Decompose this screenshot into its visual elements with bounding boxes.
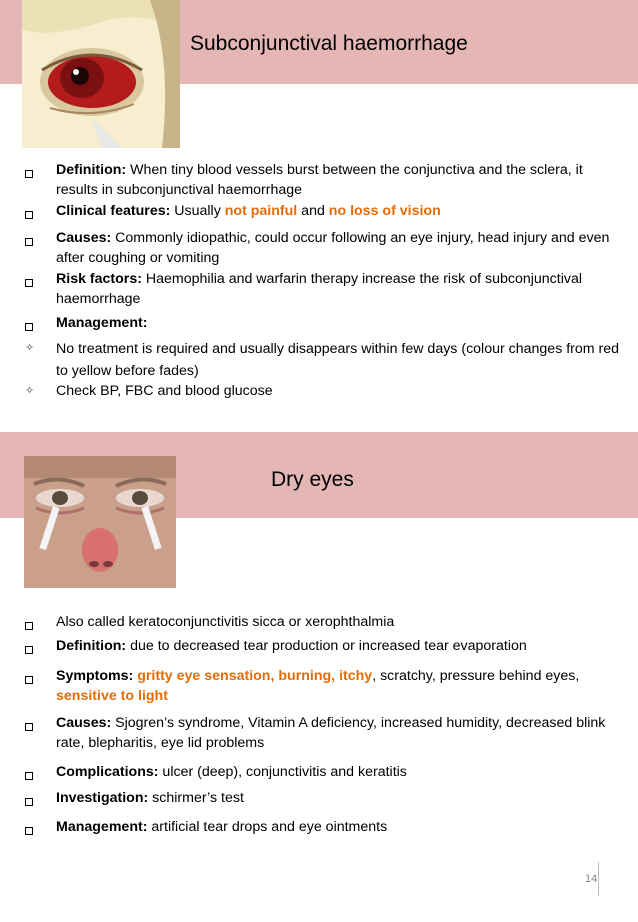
definition-item: Definition: When tiny blood vessels burst between the conjunctiva and the sclera, it results in subconjunctival haemorrhage [56, 162, 583, 198]
also-called-item: Also called keratoconjunctivitis sicca or xerophthalmia [56, 614, 395, 630]
investigation-item: Investigation: schirmer’s test [56, 790, 244, 806]
management-item: Management: [56, 315, 148, 331]
checkbox-bullet-icon [25, 238, 33, 246]
symptoms-item: Symptoms: gritty eye sensation, burning, itchy, scratchy, pressure behind eyes, sensitive to light [56, 668, 580, 704]
checkbox-bullet-icon [25, 646, 33, 654]
page-number: 14 [585, 873, 598, 885]
clinical-features-item: Clinical features: Usually not painful and no loss of vision [56, 203, 441, 219]
diamond-bullet-icon: ✧ [25, 342, 35, 354]
checkbox-bullet-icon [25, 323, 33, 331]
red-eye-photo [22, 0, 180, 148]
management-subitem: No treatment is required and usually disappears within few days (colour changes from red to yellow before fades) [56, 341, 620, 379]
causes-item: Causes: Sjogren’s syndrome, Vitamin A deficiency, increased humidity, decreased blink rate, blepharitis, eye lid problems [56, 715, 606, 751]
checkbox-bullet-icon [25, 211, 33, 219]
checkbox-bullet-icon [25, 676, 33, 684]
schirmer-test-photo [24, 456, 176, 588]
checkbox-bullet-icon [25, 723, 33, 731]
section1-title: Subconjunctival haemorrhage [190, 32, 468, 55]
checkbox-bullet-icon [25, 827, 33, 835]
section2-title: Dry eyes [271, 468, 354, 491]
checkbox-bullet-icon [25, 279, 33, 287]
complications-item: Complications: ulcer (deep), conjunctivitis and keratitis [56, 764, 407, 780]
management-item: Management: artificial tear drops and eye ointments [56, 819, 388, 835]
page-number-divider [598, 862, 599, 896]
management-subitem: Check BP, FBC and blood glucose [56, 383, 273, 399]
checkbox-bullet-icon [25, 772, 33, 780]
checkbox-bullet-icon [25, 798, 33, 806]
risk-factors-item: Risk factors: Haemophilia and warfarin therapy increase the risk of subconjunctival haemorrhage [56, 271, 582, 307]
checkbox-bullet-icon [25, 170, 33, 178]
causes-item: Causes: Commonly idiopathic, could occur following an eye injury, head injury and even after coughing or vomiting [56, 230, 610, 266]
definition-item: Definition: due to decreased tear production or increased tear evaporation [56, 638, 527, 654]
checkbox-bullet-icon [25, 622, 33, 630]
diamond-bullet-icon: ✧ [25, 385, 35, 397]
